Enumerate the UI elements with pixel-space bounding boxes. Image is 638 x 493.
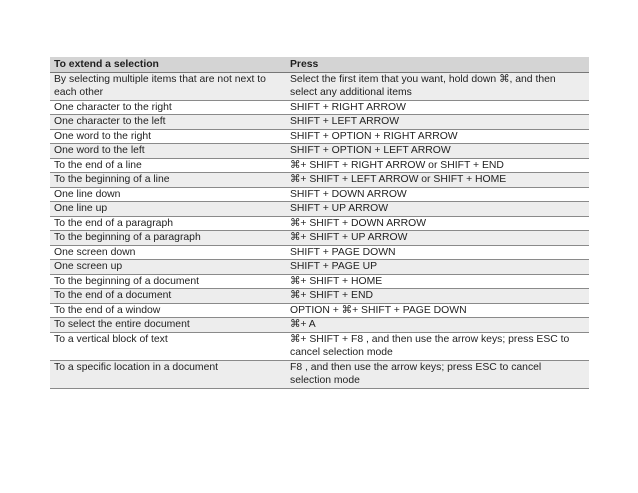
table-row <box>50 245 589 260</box>
key-combination-cell: ⌘+ SHIFT + DOWN ARROW <box>286 216 589 231</box>
table-row <box>50 303 589 318</box>
table-row <box>50 216 589 231</box>
key-combination-cell: SHIFT + DOWN ARROW <box>286 187 589 202</box>
table-row <box>50 72 589 100</box>
table-row <box>50 187 589 202</box>
table-row <box>50 100 589 115</box>
selection-action-cell: To a vertical block of text <box>50 332 286 360</box>
selection-action-cell: To the end of a window <box>50 303 286 318</box>
selection-action-cell: By selecting multiple items that are not next to each other <box>50 72 286 100</box>
selection-action-cell: To select the entire document <box>50 318 286 333</box>
table-row <box>50 158 589 173</box>
table-row <box>50 289 589 304</box>
table-row <box>50 115 589 130</box>
selection-action-cell: One word to the right <box>50 129 286 144</box>
table-header-row <box>50 57 589 72</box>
key-combination-cell: ⌘+ SHIFT + RIGHT ARROW or SHIFT + END <box>286 158 589 173</box>
table-row <box>50 332 589 360</box>
selection-action-cell: One character to the left <box>50 115 286 130</box>
selection-action-cell: To the end of a line <box>50 158 286 173</box>
selection-action-cell: To the beginning of a paragraph <box>50 231 286 246</box>
selection-action-cell: One line up <box>50 202 286 217</box>
key-combination-cell: F8 , and then use the arrow keys; press ESC to cancel selection mode <box>286 360 589 388</box>
key-combination-cell: OPTION + ⌘+ SHIFT + PAGE DOWN <box>286 303 589 318</box>
key-combination-cell: SHIFT + RIGHT ARROW <box>286 100 589 115</box>
table-row <box>50 202 589 217</box>
selection-action-cell: One character to the right <box>50 100 286 115</box>
key-combination-cell: SHIFT + UP ARROW <box>286 202 589 217</box>
selection-action-cell: To the end of a document <box>50 289 286 304</box>
selection-action-cell: One screen down <box>50 245 286 260</box>
key-combination-cell: SHIFT + PAGE DOWN <box>286 245 589 260</box>
table-row <box>50 274 589 289</box>
key-combination-cell: ⌘+ SHIFT + LEFT ARROW or SHIFT + HOME <box>286 173 589 188</box>
key-combination-cell: ⌘+ SHIFT + END <box>286 289 589 304</box>
selection-action-cell: To a specific location in a document <box>50 360 286 388</box>
table-row <box>50 231 589 246</box>
selection-action-cell: To the end of a paragraph <box>50 216 286 231</box>
key-combination-cell: SHIFT + OPTION + LEFT ARROW <box>286 144 589 159</box>
table-row <box>50 144 589 159</box>
key-combination-cell: ⌘+ SHIFT + F8 , and then use the arrow keys; press ESC to cancel selection mode <box>286 332 589 360</box>
selection-action-cell: One screen up <box>50 260 286 275</box>
key-combination-cell: Select the first item that you want, hold down ⌘, and then select any additional items <box>286 72 589 100</box>
selection-action-cell: One line down <box>50 187 286 202</box>
table-row <box>50 260 589 275</box>
key-combination-cell: SHIFT + LEFT ARROW <box>286 115 589 130</box>
key-combination-cell: ⌘+ A <box>286 318 589 333</box>
table-row <box>50 129 589 144</box>
selection-action-cell: To the beginning of a document <box>50 274 286 289</box>
table-row <box>50 360 589 388</box>
selection-action-cell: One word to the left <box>50 144 286 159</box>
key-combination-cell: SHIFT + PAGE UP <box>286 260 589 275</box>
shortcut-table <box>50 57 589 389</box>
column-header-action: To extend a selection <box>50 57 286 72</box>
table-row <box>50 318 589 333</box>
key-combination-cell: ⌘+ SHIFT + UP ARROW <box>286 231 589 246</box>
selection-action-cell: To the beginning of a line <box>50 173 286 188</box>
key-combination-cell: ⌘+ SHIFT + HOME <box>286 274 589 289</box>
column-header-keys: Press <box>286 57 589 72</box>
key-combination-cell: SHIFT + OPTION + RIGHT ARROW <box>286 129 589 144</box>
table-row <box>50 173 589 188</box>
table-body <box>50 72 589 388</box>
